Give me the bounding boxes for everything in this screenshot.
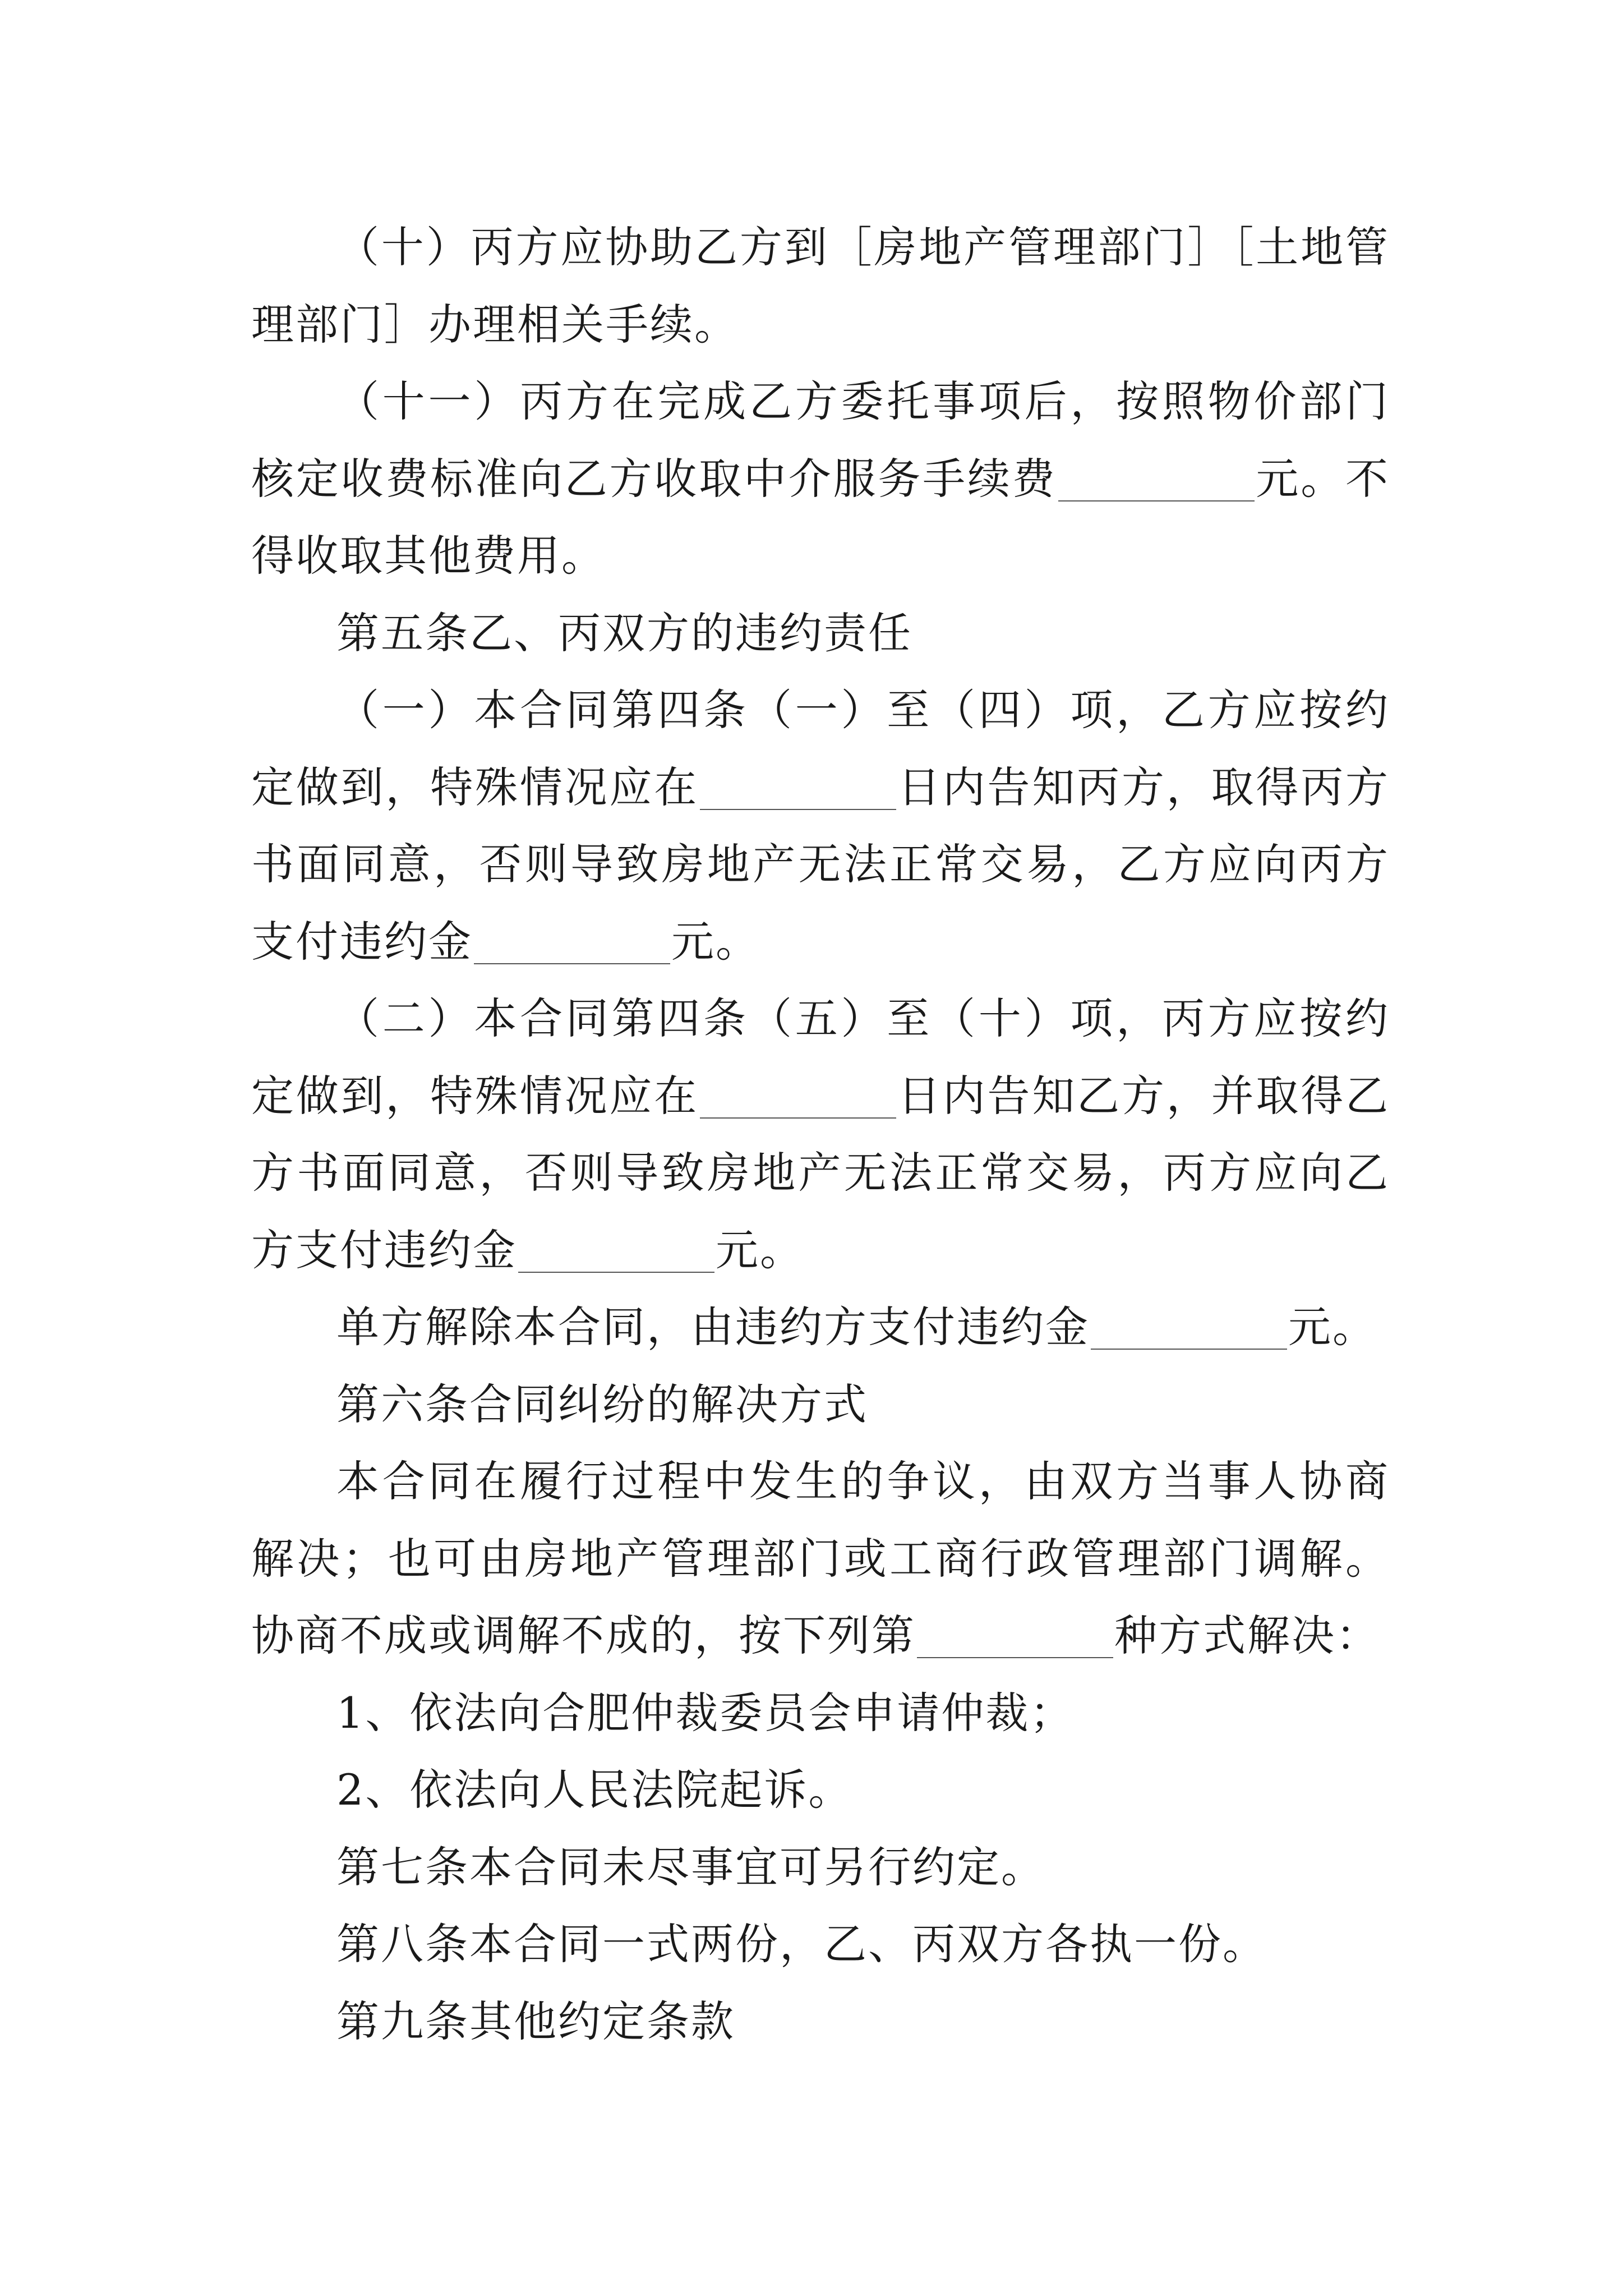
clause-6-option-1: [251, 1674, 1390, 1752]
text-run: 元。: [716, 1225, 804, 1275]
text-run: 日内告知丙方，取得丙方书面同意，否则导致房地产无法正常交易，乙方应向丙方支付违约金: [251, 762, 1390, 967]
text-run: 单方解除本合同，由违约方支付违约金: [336, 1302, 1090, 1352]
clause-5-termination: [251, 1289, 1390, 1366]
fill-in-blank-days: [700, 766, 896, 810]
text-run: 日内告知乙方，并取得乙方书面同意，否则导致房地产无法正常交易，丙方应向乙方支付违约金: [251, 1070, 1390, 1275]
text-run: 第九条其他约定条款: [336, 1996, 735, 2046]
article-6-heading: [251, 1366, 1390, 1443]
article-9: [251, 1983, 1390, 2060]
fill-in-blank-penalty: [474, 921, 670, 964]
text-run: 元。不得收取其他费用。: [251, 453, 1390, 581]
text-run: （十）丙方应协助乙方到［房地产管理部门］［土地管理部门］办理相关手续。: [251, 222, 1390, 349]
document-page: [251, 209, 1390, 2060]
text-run: 本合同在履行过程中发生的争议，由双方当事人协商解决；也可由房地产管理部门或工商行政管理部门调解。协商不成或调解不成的，按下列第: [251, 1456, 1390, 1660]
text-run: （十一）丙方在完成乙方委托事项后，按照物价部门核定收费标准向乙方收取中介服务手续费: [251, 376, 1390, 504]
text-run: （一）本合同第四条（一）至（四）项，乙方应按约定做到，特殊情况应在: [251, 685, 1390, 812]
fill-in-blank-penalty: [518, 1229, 714, 1273]
fill-in-blank-fee: [1058, 458, 1255, 501]
article-5-heading: [251, 595, 1390, 672]
text-run: 2、依法向人民法院起诉。: [336, 1765, 853, 1815]
fill-in-blank-option: [917, 1614, 1113, 1658]
fill-in-blank-days: [700, 1075, 896, 1119]
text-run: 元。: [671, 916, 760, 967]
article-8: [251, 1906, 1390, 1983]
fill-in-blank-penalty: [1091, 1306, 1287, 1350]
clause-5-1: [251, 671, 1390, 980]
text-run: 元。: [1288, 1302, 1377, 1352]
clause-4-10: [251, 209, 1390, 363]
text-run: 1、依法向合肥仲裁委员会申请仲裁；: [336, 1687, 1075, 1738]
clause-6-disputes: [251, 1443, 1390, 1674]
text-run: 第六条合同纠纷的解决方式: [336, 1379, 868, 1429]
clause-5-2: [251, 980, 1390, 1289]
text-run: 第八条本合同一式两份，乙、丙双方各执一份。: [336, 1919, 1267, 1969]
text-run: 第七条本合同未尽事宜可另行约定。: [336, 1842, 1045, 1892]
text-run: 第五条乙、丙双方的违约责任: [336, 608, 912, 658]
text-run: （二）本合同第四条（五）至（十）项，丙方应按约定做到，特殊情况应在: [251, 993, 1390, 1121]
article-7: [251, 1829, 1390, 1906]
clause-6-option-2: [251, 1751, 1390, 1829]
clause-4-11: [251, 363, 1390, 595]
text-run: 种方式解决：: [1114, 1611, 1380, 1660]
